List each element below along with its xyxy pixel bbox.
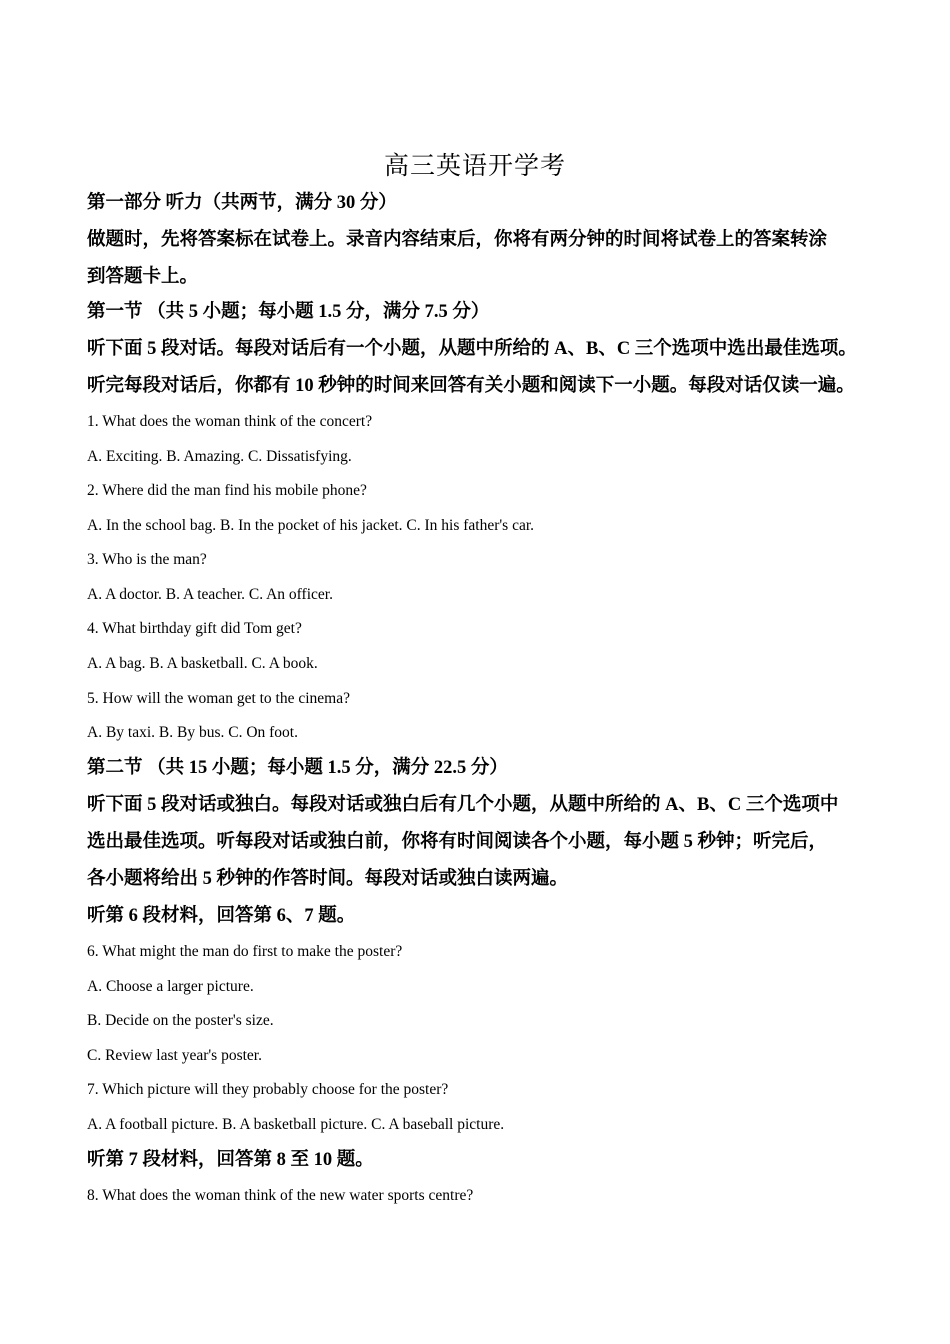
question-8: 8. What does the woman think of the new water sports centre? bbox=[87, 1187, 474, 1204]
question-7-options: A. A football picture. B. A basketball picture. C. A baseball picture. bbox=[87, 1116, 505, 1133]
question-6-option-a: A. Choose a larger picture. bbox=[87, 978, 254, 995]
section2-heading: 第二节 （共 15 小题；每小题 1.5 分，满分 22.5 分） bbox=[87, 758, 508, 778]
page-title: 高三英语开学考 bbox=[383, 153, 566, 180]
question-5-options: A. By taxi. B. By bus. C. On foot. bbox=[87, 724, 298, 741]
question-6-option-c: C. Review last year's poster. bbox=[87, 1047, 262, 1064]
material-6-heading: 听第 6 段材料，回答第 6、7 题。 bbox=[87, 906, 356, 926]
question-6-option-b: B. Decide on the poster's size. bbox=[87, 1012, 274, 1029]
section-part1-heading: 第一部分 听力（共两节，满分 30 分） bbox=[87, 193, 397, 213]
question-3-options: A. A doctor. B. A teacher. C. An officer. bbox=[87, 586, 333, 603]
question-6: 6. What might the man do first to make the poster? bbox=[87, 943, 403, 960]
question-4: 4. What birthday gift did Tom get? bbox=[87, 620, 302, 637]
instruction-line: 到答题卡上。 bbox=[87, 267, 199, 287]
section1-heading: 第一节 （共 5 小题；每小题 1.5 分，满分 7.5 分） bbox=[87, 302, 490, 322]
question-1-options: A. Exciting. B. Amazing. C. Dissatisfying. bbox=[87, 448, 352, 465]
question-5: 5. How will the woman get to the cinema? bbox=[87, 690, 351, 707]
instruction-line: 选出最佳选项。听每段对话或独白前，你将有时间阅读各个小题，每小题 5 秒钟；听完后， bbox=[87, 832, 828, 852]
question-2-options: A. In the school bag. B. In the pocket of his jacket. C. In his father's car. bbox=[87, 517, 535, 534]
instruction-line: 听下面 5 段对话。每段对话后有一个小题，从题中所给的 A、B、C 三个选项中选出最佳选项。 bbox=[87, 339, 857, 359]
question-3: 3. Who is the man? bbox=[87, 551, 207, 568]
question-7: 7. Which picture will they probably choose for the poster? bbox=[87, 1081, 449, 1098]
instruction-line: 各小题将给出 5 秒钟的作答时间。每段对话或独白读两遍。 bbox=[87, 869, 569, 889]
instruction-line: 听完每段对话后，你都有 10 秒钟的时间来回答有关小题和阅读下一小题。每段对话仅读一遍。 bbox=[87, 376, 855, 396]
question-1: 1. What does the woman think of the concert? bbox=[87, 413, 373, 430]
material-7-heading: 听第 7 段材料，回答第 8 至 10 题。 bbox=[87, 1150, 374, 1170]
instruction-line: 做题时，先将答案标在试卷上。录音内容结束后，你将有两分钟的时间将试卷上的答案转涂 bbox=[87, 230, 828, 250]
question-4-options: A. A bag. B. A basketball. C. A book. bbox=[87, 655, 318, 672]
question-2: 2. Where did the man find his mobile phone? bbox=[87, 482, 367, 499]
instruction-line: 听下面 5 段对话或独白。每段对话或独白后有几个小题，从题中所给的 A、B、C 三个选项中 bbox=[87, 795, 839, 815]
